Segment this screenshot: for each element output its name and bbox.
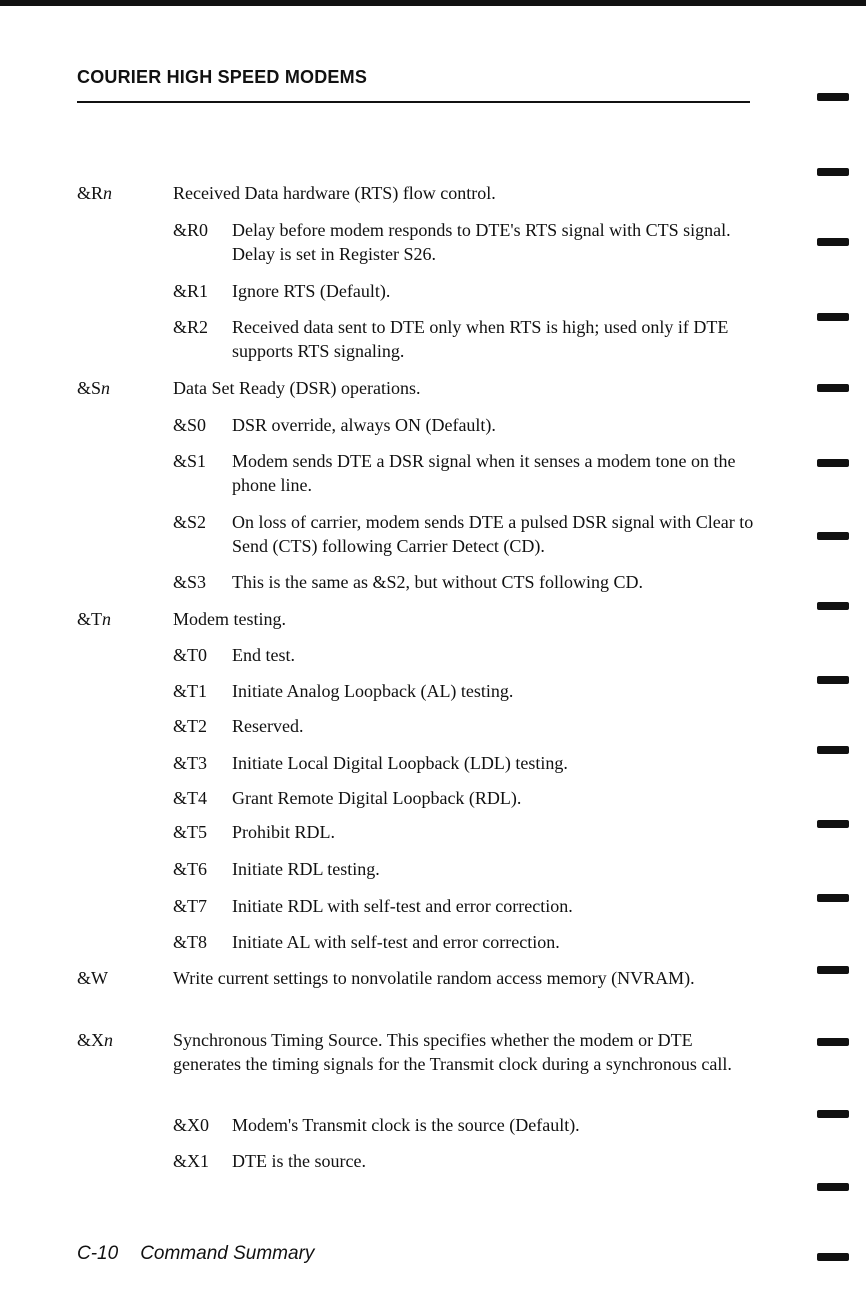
option-text: DSR override, always ON (Default).: [232, 415, 496, 435]
option-code: &S0: [173, 415, 207, 435]
option-text: Initiate Local Digital Loopback (LDL) testing.: [232, 753, 568, 773]
option-text: Reserved.: [232, 716, 304, 736]
option-text: Ignore RTS (Default).: [232, 281, 391, 301]
option-text: End test.: [232, 645, 295, 665]
command-x-description: Synchronous Timing Source. This specifies whether the modem or DTE generates the timing signals for the Transmit clock during a synchronous call.: [173, 1030, 732, 1074]
margin-tab-mark: [817, 1183, 849, 1191]
option-code: &T6: [173, 859, 207, 879]
command-r-description: Received Data hardware (RTS) flow control.: [173, 183, 496, 203]
option-code: &T1: [173, 681, 207, 701]
page-number: C-10: [77, 1243, 119, 1264]
command-prefix: &T: [77, 609, 102, 629]
command-prefix: &S: [77, 378, 102, 398]
command-param: n: [102, 609, 111, 629]
margin-tab-mark: [817, 746, 849, 754]
option-code: &T7: [173, 896, 207, 916]
option-text: Prohibit RDL.: [232, 822, 336, 842]
command-prefix: &X: [77, 1030, 104, 1050]
margin-tab-mark: [817, 238, 849, 246]
margin-tab-mark: [817, 1253, 849, 1261]
option-code: &X0: [173, 1115, 209, 1135]
option-code: &S2: [173, 512, 207, 532]
option-text: Modem sends DTE a DSR signal when it senses a modem tone on the phone line.: [232, 451, 736, 495]
margin-tab-mark: [817, 168, 849, 176]
margin-tab-mark: [817, 384, 849, 392]
option-code: &T3: [173, 753, 207, 773]
option-code: &R2: [173, 317, 209, 337]
command-prefix: &W: [77, 968, 108, 988]
option-code: &X1: [173, 1151, 209, 1171]
margin-tab-mark: [817, 313, 849, 321]
option-text: Initiate RDL with self-test and error correction.: [232, 896, 573, 916]
option-text: Modem's Transmit clock is the source (Default).: [232, 1115, 580, 1135]
option-text: Grant Remote Digital Loopback (RDL).: [232, 788, 522, 808]
command-s: [77, 376, 157, 400]
margin-tab-mark: [817, 1110, 849, 1118]
margin-tab-mark: [817, 602, 849, 610]
option-text: Delay before modem responds to DTE's RTS signal with CTS signal. Delay is set in Register S26.: [232, 220, 731, 264]
option-text: Received data sent to DTE only when RTS is high; used only if DTE supports RTS signaling.: [232, 317, 729, 361]
margin-tab-mark: [817, 966, 849, 974]
header-rule: [77, 101, 750, 103]
margin-tab-mark: [817, 93, 849, 101]
margin-tab-mark: [817, 676, 849, 684]
option-text: DTE is the source.: [232, 1151, 366, 1171]
option-code: &S1: [173, 451, 207, 471]
command-w: [77, 966, 157, 990]
command-w-description: Write current settings to nonvolatile random access memory (NVRAM).: [173, 968, 695, 988]
option-code: &S3: [173, 572, 207, 592]
command-x: [77, 1028, 157, 1052]
option-text: This is the same as &S2, but without CTS following CD.: [232, 572, 644, 592]
command-param: n: [104, 1030, 113, 1050]
section-title: Command Summary: [140, 1243, 315, 1264]
option-text: Initiate AL with self-test and error correction.: [232, 932, 560, 952]
page-footer: [77, 1243, 314, 1265]
margin-tab-mark: [817, 820, 849, 828]
command-t: [77, 607, 157, 631]
margin-tab-mark: [817, 532, 849, 540]
command-prefix: &R: [77, 183, 104, 203]
margin-tab-mark: [817, 1038, 849, 1046]
option-text: Initiate RDL testing.: [232, 859, 380, 879]
margin-tab-mark: [817, 894, 849, 902]
margin-tab-mark: [817, 459, 849, 467]
command-s-description: Data Set Ready (DSR) operations.: [173, 378, 421, 398]
option-code: &T4: [173, 788, 207, 808]
option-code: &T8: [173, 932, 207, 952]
option-code: &R0: [173, 220, 209, 240]
command-t-description: Modem testing.: [173, 609, 286, 629]
command-param: n: [103, 183, 113, 203]
command-param: n: [101, 378, 111, 398]
option-code: &T5: [173, 822, 207, 842]
page-header-title: COURIER HIGH SPEED MODEMS: [77, 67, 368, 87]
option-code: &T2: [173, 716, 207, 736]
option-code: &T0: [173, 645, 207, 665]
command-r: [77, 181, 157, 205]
option-text: Initiate Analog Loopback (AL) testing.: [232, 681, 514, 701]
option-code: &R1: [173, 281, 209, 301]
top-border-rule: [0, 0, 866, 6]
option-text: On loss of carrier, modem sends DTE a pulsed DSR signal with Clear to Send (CTS) following Carrier Detect (CD).: [232, 512, 754, 556]
